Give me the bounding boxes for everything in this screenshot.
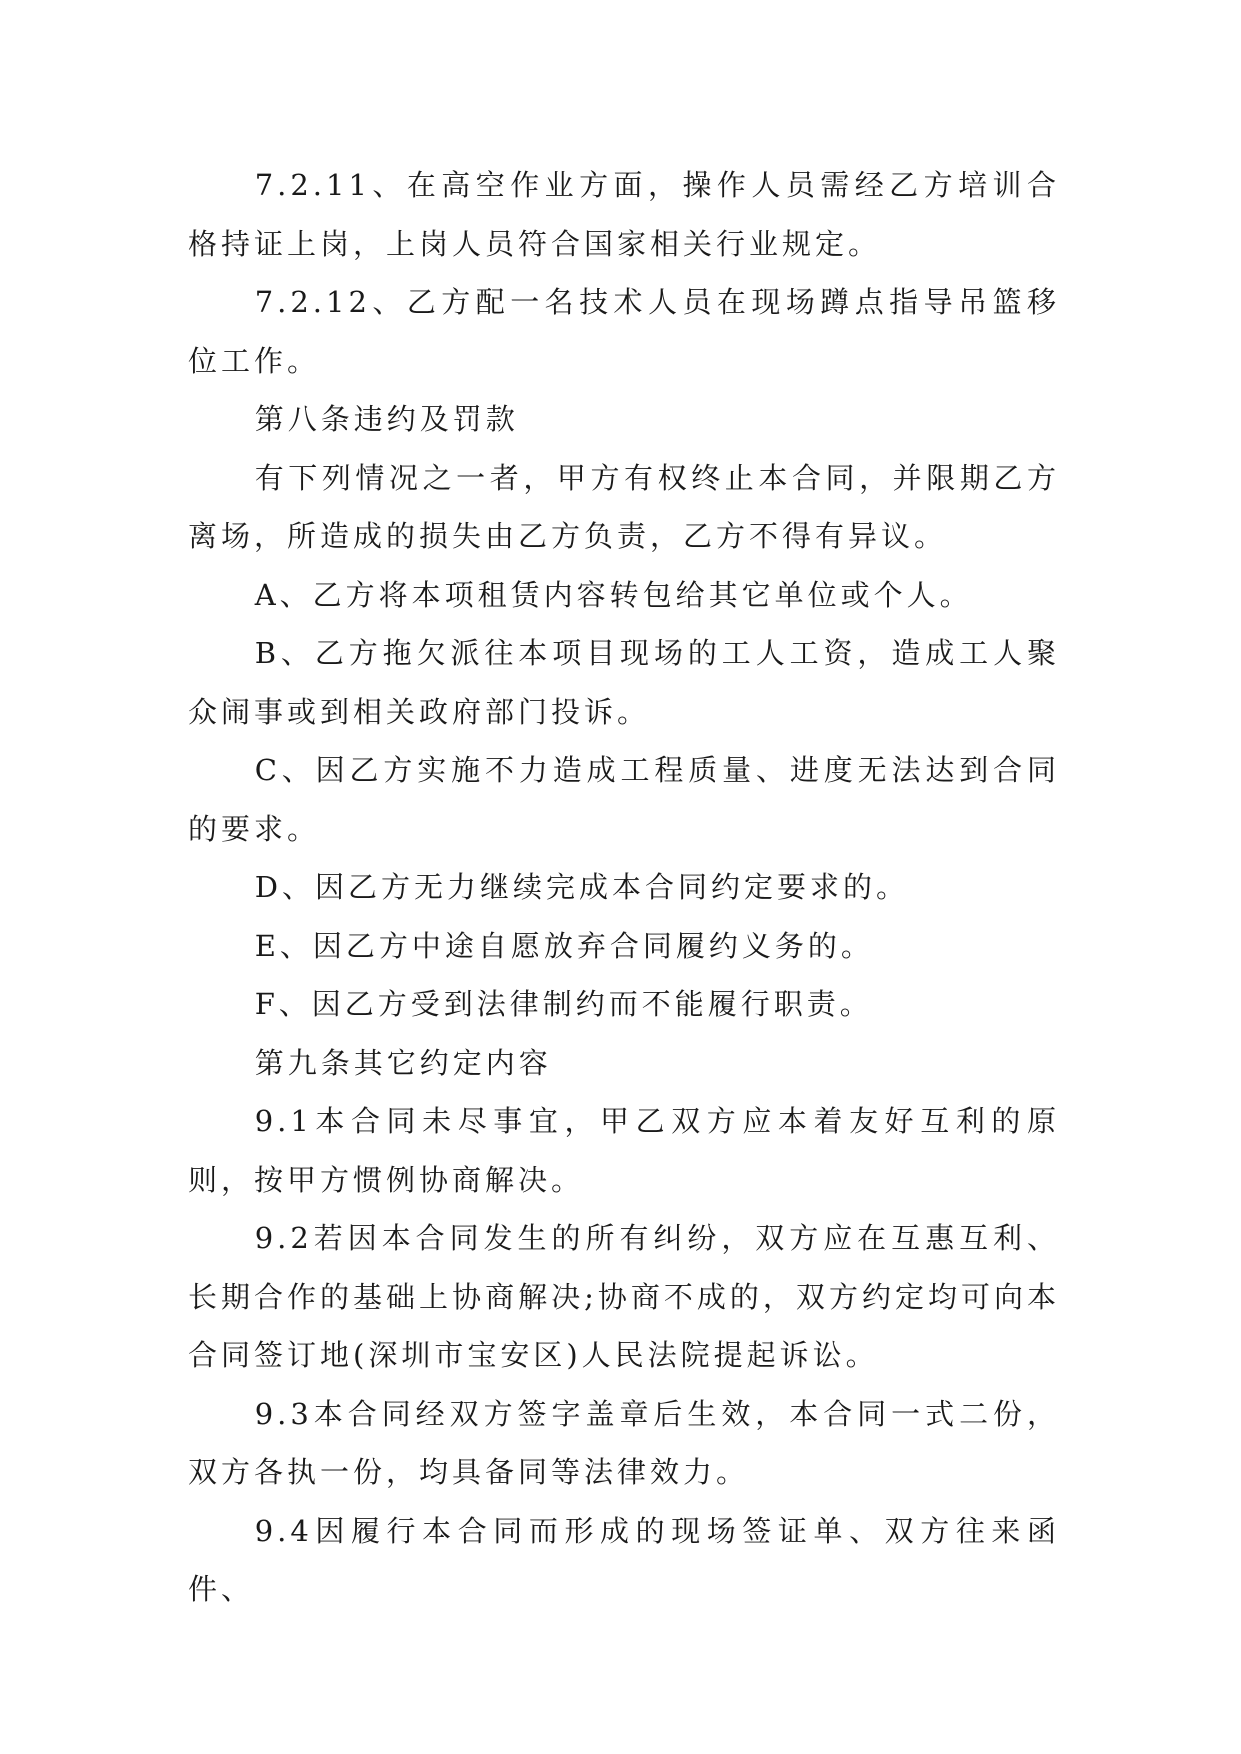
article-8-item-a: A、乙方将本项租赁内容转包给其它单位或个人。: [254, 577, 973, 612]
clause-9-4: 9.4因履行本合同而形成的现场签证单、双方往来函件、: [188, 1513, 1060, 1606]
article-8-item-b: B、乙方拖欠派往本项目现场的工人工资，造成工人聚众闹事或到相关政府部门投诉。: [188, 636, 1060, 729]
clause-9-2: 9.2若因本合同发生的所有纠纷，双方应在互惠互利、长期合作的基础上协商解决;协商不成的，双方约定均可向本合同签订地(深圳市宝安区)人民法院提起诉讼。: [188, 1221, 1060, 1372]
article-8-intro: 有下列情况之一者，甲方有权终止本合同，并限期乙方离场，所造成的损失由乙方负责，乙方不得有异议。: [188, 460, 1060, 553]
clause-7-2-12: 7.2.12、乙方配一名技术人员在现场蹲点指导吊篮移位工作。: [188, 285, 1060, 378]
clause-7-2-11: 7.2.11、在高空作业方面，操作人员需经乙方培训合格持证上岗，上岗人员符合国家相关行业规定。: [188, 168, 1060, 261]
article-8-item-c: C、因乙方实施不力造成工程质量、进度无法达到合同的要求。: [188, 753, 1060, 846]
article-8-heading: 第八条违约及罚款: [254, 402, 519, 436]
article-9-heading: 第九条其它约定内容: [254, 1045, 552, 1080]
article-8-item-d: D、因乙方无力继续完成本合同约定要求的。: [254, 870, 909, 904]
clause-9-3: 9.3本合同经双方签字盖章后生效，本合同一式二份，双方各执一份，均具备同等法律效力。: [188, 1396, 1060, 1489]
article-8-item-f: F、因乙方受到法律制约而不能履行职责。: [254, 987, 873, 1021]
document-body: [188, 156, 1060, 1619]
article-8-item-e: E、因乙方中途自愿放弃合同履约义务的。: [254, 928, 874, 963]
clause-9-1: 9.1本合同未尽事宜，甲乙双方应本着友好互利的原则，按甲方惯例协商解决。: [188, 1104, 1060, 1197]
